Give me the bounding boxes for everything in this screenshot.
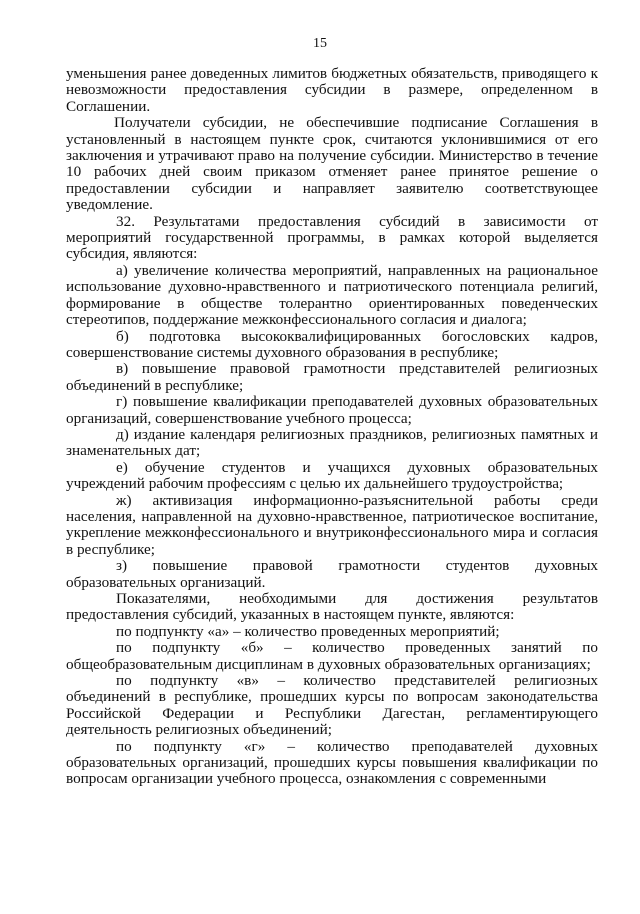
document-body — [66, 66, 598, 788]
list-item-zh: ж) активизация информационно-разъяснительной работы среди населения, направленной на духовно-нравственное, патриотическое воспитание, укрепление межконфессионального и внутриконфессионального мира и согласия в республике; — [66, 491, 598, 558]
list-item-e: е) обучение студентов и учащихся духовных образовательных учреждений рабочим профессиям с целью их дальнейшего трудоустройства; — [66, 458, 598, 493]
list-item-a: а) увеличение количества мероприятий, направленных на рациональное использование духовно-нравственного и патриотического потенциала религий, формирование в обществе толерантно ориентированных поведенческих стереотипов, поддержание межконфессионального согласия и диалога; — [66, 261, 598, 329]
paragraph-indicators-intro: Показателями, необходимыми для достижения результатов предоставления субсидий, указанных в настоящем пункте, являются: — [66, 590, 598, 624]
indicator-v: по подпункту «в» – количество представителей религиозных объединений в республике, прошедших курсы по вопросам законодательства Российской Федерации и Республики Дагестан, регламентирующего деятельность религиозных объединений; — [66, 672, 598, 739]
paragraph-recipients-evasion: Получатели субсидии, не обеспечившие подписание Соглашения в установленный в настоящем пункте срок, считаются уклонившимися от его заключения и утрачивают право на получение субсидии. Министерство в течение 10 рабочих дней своим приказом отменяет ранее принятое решение о предоставлении субсидии и направляет заявителю соответствующее уведомление. — [66, 114, 598, 214]
indicator-g: по подпункту «г» – количество преподавателей духовных образовательных организаций, прошедших курсы повышения квалификации по вопросам организации учебного процесса, ознакомления с современными — [66, 737, 598, 788]
indicator-a: по подпункту «а» – количество проведенных мероприятий; — [116, 622, 500, 640]
list-item-v: в) повышение правовой грамотности представителей религиозных объединений в республике; — [66, 360, 598, 394]
paragraph-results-intro: 32. Результатами предоставления субсидий в зависимости от мероприятий государственной программы, в рамках которой выделяется субсидия, являются: — [66, 212, 598, 263]
list-item-g: г) повышение квалификации преподавателей духовных образовательных организаций, совершенствование учебного процесса; — [66, 393, 598, 427]
list-item-b: б) подготовка высококвалифицированных богословских кадров, совершенствование системы духовного образования в республике; — [66, 327, 598, 361]
indicator-b: по подпункту «б» – количество проведенных занятий по общеобразовательным дисциплинам в духовных образовательных организациях; — [66, 639, 598, 673]
paragraph-subsidy-limits: уменьшения ранее доведенных лимитов бюджетных обязательств, приводящего к невозможности предоставления субсидии в размере, определенном в Соглашении. — [66, 65, 598, 115]
list-item-z: з) повышение правовой грамотности студентов духовных образовательных организаций. — [66, 557, 598, 591]
page-number: 15 — [313, 36, 327, 51]
list-item-d: д) издание календаря религиозных праздников, религиозных памятных и знаменательных дат; — [66, 425, 598, 460]
